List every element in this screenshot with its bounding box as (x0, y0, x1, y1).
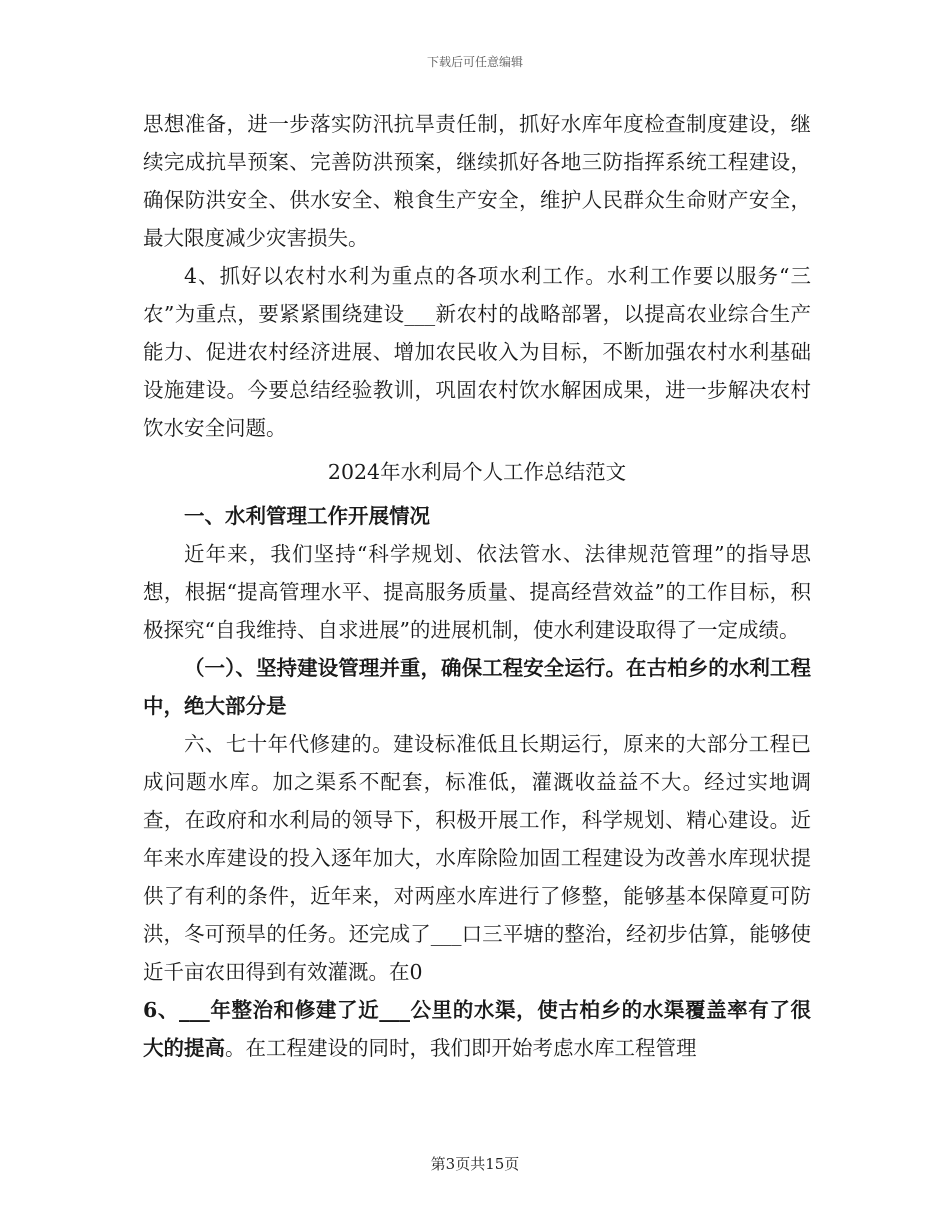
document-body (143, 105, 811, 1067)
heading-1: 一、水利管理工作开展情况 (184, 504, 430, 528)
page-header: 下载后可任意编辑 (426, 55, 523, 69)
paragraph-4-bold: （一）、坚持建设管理并重，确保工程安全运行。在古柏乡的水利工程中，绝大部分是 (143, 656, 811, 718)
paragraph-1: 思想准备，进一步落实防汛抗旱责任制，抓好水库年度检查制度建设，继续完成抗旱预案、完善防洪预案，继续抓好各地三防指挥系统工程建设，确保防洪安全、供水安全、粮食生产安全，维护人民群众生命财产安全，最大限度减少灾害损失。 (143, 112, 811, 250)
paragraph-5: 六、七十年代修建的。建设标准低且长期运行，原来的大部分工程已成问题水库。加之渠系不配套，标准低，灌溉收益益不大。经过实地调查，在政府和水利局的领导下，积极开展工作，科学规划、精心建设。近年来水库建设的投入逐年加大，水库除险加固工程建设为改善水库现状提供了有利的条件，近年来，对两座水库进行了修整，能够基本保障夏可防洪，冬可预旱的任务。还完成了___口三平塘的整治，经初步估算，能够使近千亩农田得到有效灌溉。在0 (143, 732, 811, 984)
page-footer: 第3页共15页 (430, 1155, 520, 1173)
paragraph-6-rest: 。在工程建设的同时，我们即开始考虑水库工程管理 (225, 1036, 697, 1060)
paragraph-6 (143, 991, 811, 1067)
paragraph-3: 近年来，我们坚持“科学规划、依法管水、法律规范管理”的指导思想，根据“提高管理水平、提高服务质量、提高经营效益”的工作目标，积极探究“自我维持、自求进展”的进展机制，使水利建设取得了一定成绩。 (143, 542, 811, 642)
paragraph-6-bold: 6、___年整治和修建了近___公里的水渠，使古柏乡的水渠覆盖率有了很大的提高 (143, 998, 811, 1060)
section-title: 2024年水利局个人工作总结范文 (327, 460, 627, 484)
paragraph-2: 4、抓好以农村水利为重点的各项水利工作。水利工作要以服务“三农”为重点，要紧紧围绕建设___新农村的战略部署，以提高农业综合生产能力、促进农村经济进展、增加农民收入为目标，不断加强农村水利基础设施建设。今要总结经验教训，巩固农村饮水解困成果，进一步解决农村饮水安全问题。 (143, 264, 811, 440)
